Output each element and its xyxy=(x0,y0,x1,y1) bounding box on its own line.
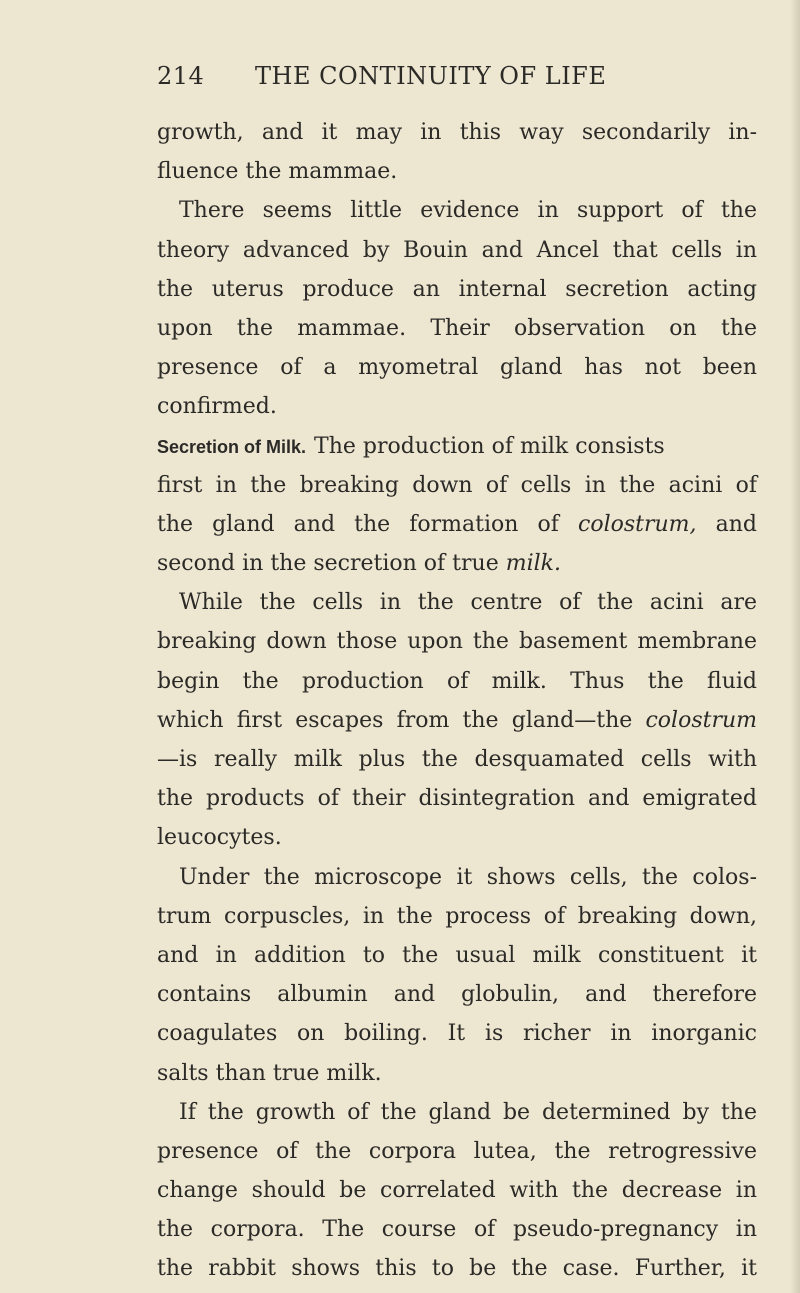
text-line: coagulates on boiling. It is richer in inorganic xyxy=(157,1021,757,1047)
text-fragment: The production of milk consists xyxy=(314,433,665,459)
text-line: fluence the mammae. xyxy=(157,159,398,185)
text-line: presence of a myometral gland has not been xyxy=(157,355,757,381)
text-line: —is really milk plus the desquamated cells with xyxy=(157,747,757,772)
text-line: theory advanced by Bouin and Ancel that cells in xyxy=(157,237,757,263)
text-line: While the cells in the centre of the acini are xyxy=(179,590,757,616)
text-line: If the growth of the gland be determined by the xyxy=(179,1099,757,1125)
running-title: THE CONTINUITY OF LIFE xyxy=(255,62,607,90)
text-line: the products of their disintegration and emigrated xyxy=(157,786,757,812)
running-head xyxy=(157,62,757,90)
text-line: growth, and it may in this way secondarily in- xyxy=(157,120,757,145)
text-line xyxy=(157,427,757,466)
text-fragment: second in the secretion of true xyxy=(157,551,499,577)
text-line: presence of the corpora lutea, the retrogressive xyxy=(157,1138,757,1164)
text-fragment: the gland and the formation of xyxy=(157,511,559,537)
text-line: change should be correlated with the decrease in xyxy=(157,1178,757,1204)
italic-term: milk. xyxy=(505,551,561,577)
section-sidehead: Secretion of Milk. xyxy=(157,436,307,457)
text-line: There seems little evidence in support of the xyxy=(179,198,757,224)
text-line xyxy=(157,544,757,583)
text-line: breaking down those upon the basement membrane xyxy=(157,629,757,655)
text-line: salts than true milk. xyxy=(157,1060,382,1086)
text-fragment: which first escapes from the gland—the xyxy=(157,707,633,733)
text-line: confirmed. xyxy=(157,394,277,420)
text-line: leucocytes. xyxy=(157,825,282,851)
text-line: Under the microscope it shows cells, the colos- xyxy=(179,864,757,890)
text-fragment: and xyxy=(715,511,757,537)
text-line: the uterus produce an internal secretion acting xyxy=(157,276,757,302)
italic-term: colostrum xyxy=(645,707,758,733)
text-line: the corpora. The course of pseudo-pregnancy in xyxy=(157,1217,757,1243)
page-number: 214 xyxy=(157,62,205,90)
body-text xyxy=(157,113,757,1289)
text-line: trum corpuscles, in the process of breaking down, xyxy=(157,903,757,929)
italic-term: colostrum, xyxy=(578,511,697,537)
text-line xyxy=(157,701,757,740)
text-line: and in addition to the usual milk constituent it xyxy=(157,942,757,968)
text-line: first in the breaking down of cells in the acini of xyxy=(157,472,757,498)
text-line: the rabbit shows this to be the case. Further, it xyxy=(157,1256,757,1282)
text-line: begin the production of milk. Thus the fluid xyxy=(157,668,757,694)
text-line: contains albumin and globulin, and therefore xyxy=(157,982,757,1008)
text-line xyxy=(157,505,757,544)
text-line: upon the mammae. Their observation on the xyxy=(157,315,757,341)
